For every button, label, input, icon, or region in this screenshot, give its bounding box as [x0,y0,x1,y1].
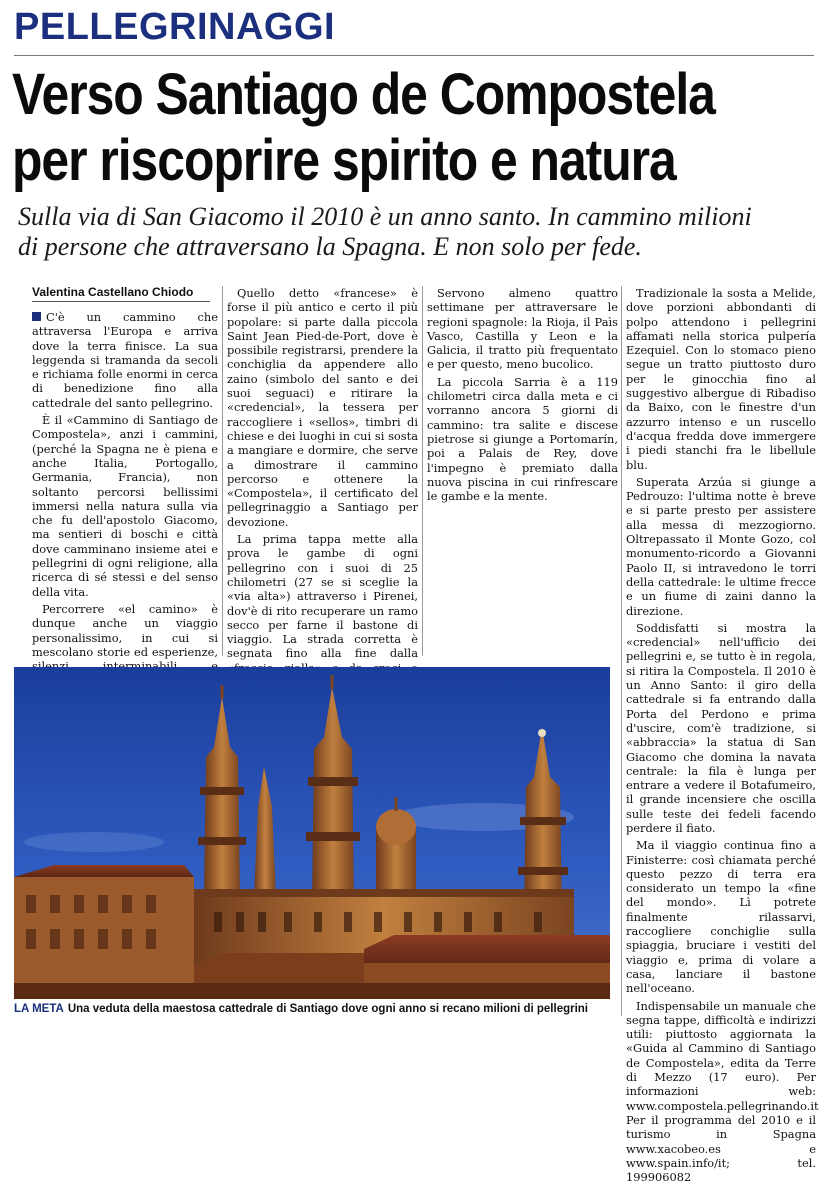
headline [12,62,822,194]
body-paragraph: Soddisfatti si mostra la «credencial» nell'ufficio dei pellegrini e, se tutto è in regola, si ritira la Compostela. Il 2010 è un Anno Santo: il giro della cattedrale si fa entrando dalla Porta del Perdono e prima d'uscire, com'è tradizione, si «abbraccia» la statua di San Giacomo che domina la navata centrale: la fila è lunga per entrare a vedere il Botafumeiro, il grande incensiere che oscilla sulle teste dei fedeli facendo perdere il fiato. [626,620,816,835]
caption-text: Una veduta della maestosa cattedrale di Santiago dove ogni anno si recano milioni di pellegrini [67,1003,589,1015]
column-rule [422,286,423,656]
byline: Valentina Castellano Chiodo [32,285,194,299]
headline-line-1: Verso Santiago de Compostela [12,62,715,127]
body-paragraph: Indispensabile un manuale che segna tappe, difficoltà e indirizzi utili: piuttosto aggiornata la «Guida al Cammino di Santiago de Compostela», edita da Terre di Mezzo (17 euro). Per informazioni web: www.compostela.pellegrinando.it Per il programma del 2010 e il turismo in Spagna www.xacobeo.es e www.spain.info/it; tel. 199906082 [626,998,819,1184]
body-paragraph: Superata Arzúa si giunge a Pedrouzo: l'ultima notte è breve e si parte presto per assistere alla messa di mezzogiorno. Oltrepassato il Monte Gozo, col monumento-ricordo a Giovanni Paolo II, si intravedono le torri della cattedrale: le ultime frecce e un fiume di zaini danno la direzione. [626,474,816,618]
deck-line-1: Sulla via di San Giacomo il 2010 è un anno santo. In cammino milioni [18,202,752,231]
caption-label: LA META [14,1003,64,1015]
body-paragraph: La piccola Sarria è a 119 chilometri circa dalla meta e ci vorranno ancora 5 giorni di cammino: tra salite e discese pietrose si giunge a Portomarín, poi a Palais de Rey, dove l'impegno è premiato dalla nuova piscina in cui rinfrescare le gambe e la mente. [427,374,618,504]
body-paragraph: Quello detto «francese» è forse il più antico e certo il più popolare: si parte dalla piccola Saint Jean Pied-de-Port, dove è possibile registrarsi, prendere la conchiglia da appendere allo zaino (simbolo del santo e dei suoi seguaci) e ritirare la «credencial», la tessera per raccogliere i «sellos», timbri di chiese e dei luoghi in cui si sosta a mangiare e dormire, che serve a dimostrare il cammino percorso e ottenere la «Compostela», il certificato del pellegrinaggio a Santiago per devozione. [227,286,418,529]
cathedral-photo [14,667,610,999]
deck-line-2: di persone che attraversano la Spagna. E non solo per fede. [18,232,642,261]
column-rule [222,286,223,656]
cathedral-illustration [14,667,610,999]
byline-rule [32,301,210,302]
article-column-1 [32,310,218,659]
body-paragraph: Ma il viaggio continua fino a Finisterre: così chiamata perché questo pezzo di terra era considerato un tempo la «fine del mondo». Lì potrete finalmente rilassarvi, raccogliere conchiglie sulla spiaggia, bruciare i vestiti del viaggio e, prima di volare a casa, lanciare il bastone nell'oceano. [626,838,816,996]
deck-subtitle [18,202,818,262]
headline-line-2: per riscoprire spirito e natura [12,128,676,193]
body-paragraph: Percorrere «el camino» è dunque anche un viaggio personalissimo, in cui si mescolano storie ed esperienze, [32,601,218,659]
body-paragraph: È il «Cammino di Santiago de Compostela», anzi i cammini, (perché la Spagna ne è piena e anche Italia, Portogallo, Germania, Francia), non soltanto percorsi bellissimi immersi nella natura sulla via che fu dell'apostolo Giacomo, ma sentieri di boschi e città dove camminano insieme atei e pellegrini di ogni religione, alla ricerca di sé stessi e del senso della vita. [32,413,218,599]
body-paragraph [32,310,218,410]
section-rule [14,55,814,56]
body-paragraph: La prima tappa mette alla prova le gambe di ogni pellegrino con i suoi di 25 chilometri (27 se si sceglie la «via alta») attraverso i Pirenei, dov'è di rito recuperare un ramo secco per farne il bastone di viaggio. La strada corretta è segnata fino alla fine dalla [227,532,418,661]
lead-square-icon [32,312,41,321]
paragraph-text: C'è un cammino che attraversa l'Europa e arriva dove la terra finisce. La sua leggenda si tramanda da secoli e richiama folle enormi in cerca di benedizione fino alla cattedrale del santo pellegrino. [32,310,218,410]
article-column-3 [427,286,618,656]
column-rule [621,286,622,1016]
photo-caption [14,1001,614,1017]
section-title: PELLEGRINAGGI [14,6,336,48]
article-column-2 [227,286,418,661]
body-paragraph: Servono almeno quattro settimane per attraversare le regioni spagnole: la Rioja, il Paìs Vasco, Castilla y Leon e la Galicia, il tratto più frequentato e per questo, meno bucolico. [427,286,618,372]
body-paragraph: Tradizionale la sosta a Melide, dove porzioni abbondanti di polpo attendono i pellegrini affamati nella storica pulpería Ezequiel. Con lo stomaco pieno segue un tratto piuttosto duro per le ginocchia fino al suggestivo albergue di Ribadiso da Baixo, con le finestre d'un azzurro intenso e un ruscello d'acqua fredda dove immergere i piedi stanchi fra le libellule blu. [626,286,816,472]
article-column-4 [626,286,819,1184]
